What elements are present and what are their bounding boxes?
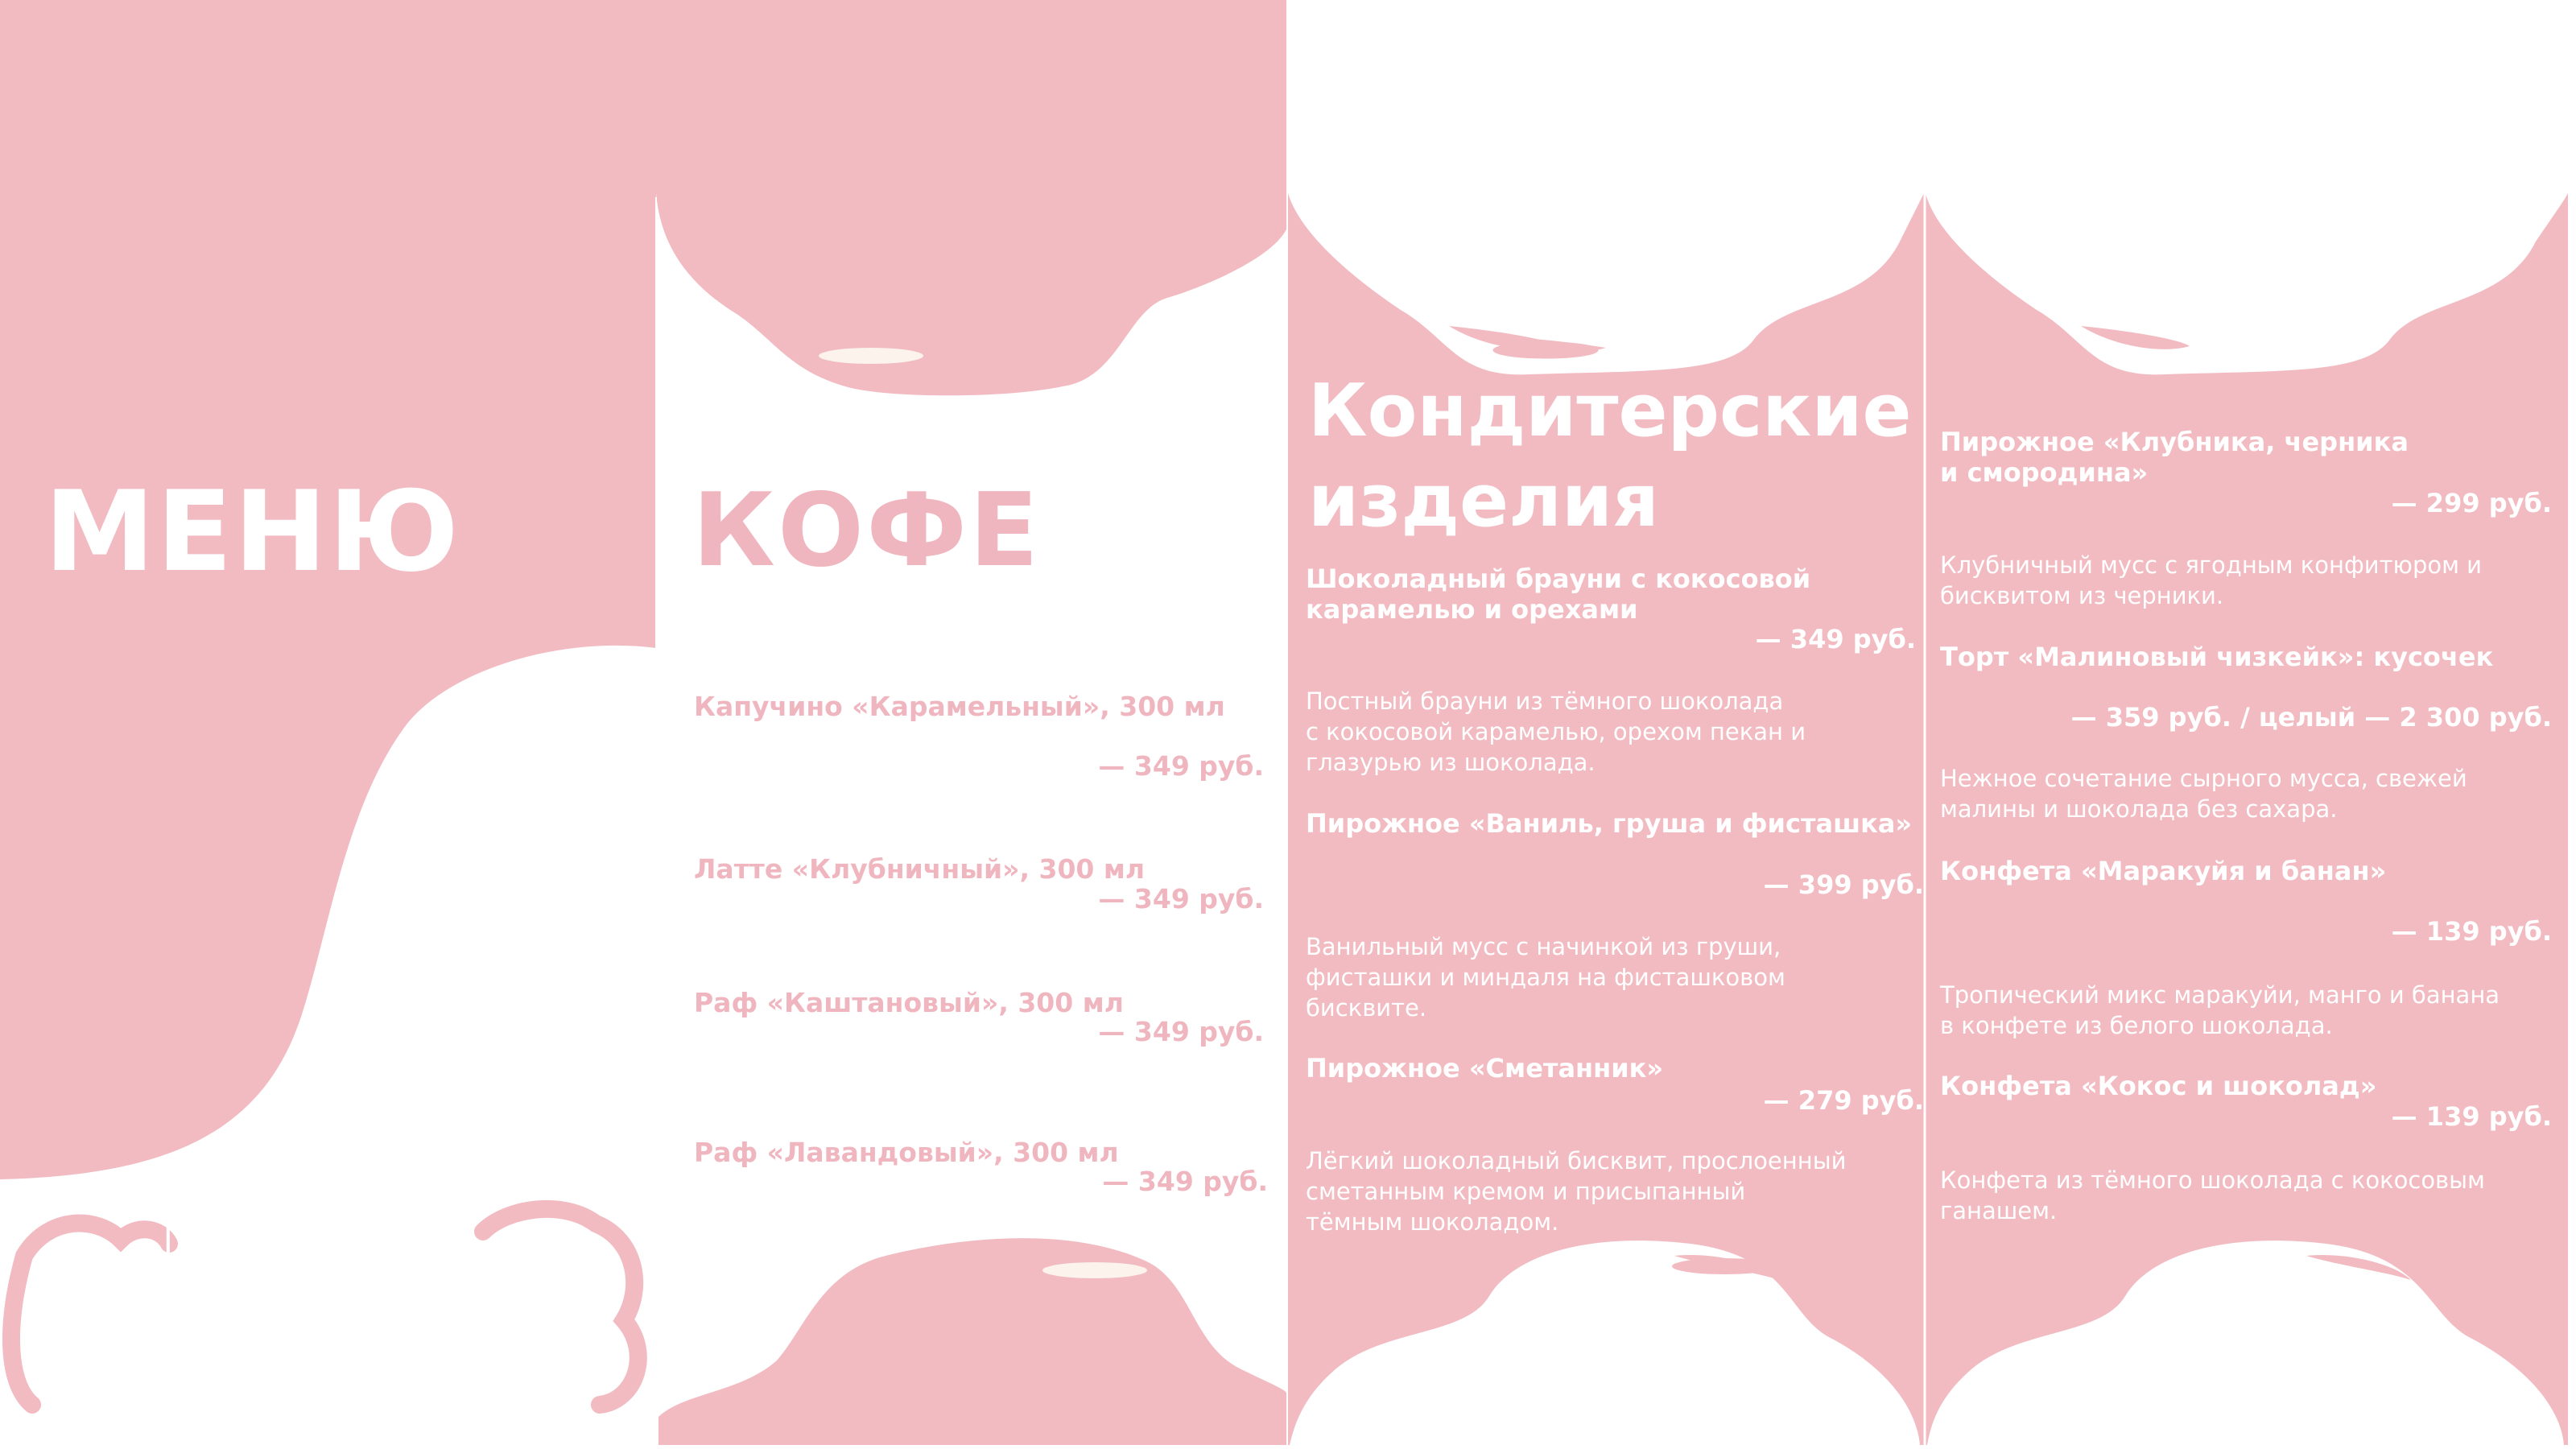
pastry-item-price: — 299 руб.: [2391, 488, 2552, 518]
pastry-item-name: Конфета «Кокос и шоколад»: [1940, 1071, 2377, 1101]
pastry-item-desc: Постный брауни из тёмного шоколада с кокосовой карамелью, орехом пекан и глазурью из шоколада.: [1306, 687, 1806, 776]
pastry-item-price: — 349 руб.: [1755, 624, 1916, 654]
top-band: [656, 0, 1286, 193]
pastry-item-name: Пирожное «Клубника, черника и смородина»: [1940, 427, 2409, 488]
coffee-item-price: — 349 руб.: [1102, 1166, 1268, 1197]
pastry-item-name: Шоколадный брауни с кокосовой карамелью и орехами: [1306, 564, 1811, 625]
coffee-title: КОФЕ: [692, 471, 1042, 589]
cover-title: МЕНЮ: [44, 467, 461, 597]
pastry2-top-dimple: [2081, 326, 2190, 349]
pastry-item-desc: Ванильный мусс с начинкой из груши, фисташки и миндаля на фисташковом бисквите.: [1306, 933, 1785, 1022]
logo-line1: Little: [161, 1199, 438, 1290]
coffee-top-blob: [656, 193, 1286, 395]
pastry-title: Кондитерские изделия: [1308, 369, 1912, 543]
pastry-item-name: Пирожное «Ваниль, груша и фисташка»: [1306, 808, 1913, 839]
pastry-item-name: Торт «Малиновый чизкейк»: кусочек: [1940, 642, 2494, 672]
coffee-top-highlight: [819, 348, 923, 364]
pastry1-top-dimple: [1449, 326, 1558, 349]
pastry-item-name: Пирожное «Сметанник»: [1306, 1053, 1664, 1084]
pastry-item-name: Конфета «Маракуйя и банан»: [1940, 856, 2387, 886]
logo: [16, 1199, 652, 1441]
logo-line2: Puncakes: [60, 1272, 615, 1390]
coffee-item-price: — 349 руб.: [1098, 750, 1264, 782]
pastry-item-price: — 139 руб.: [2391, 916, 2552, 947]
pastry-item-price: — 399 руб.: [1763, 869, 1924, 900]
coffee-item-name: Раф «Каштановый», 300 мл: [694, 987, 1124, 1018]
pastry-item-desc: Лёгкий шоколадный бисквит, прослоенный сметанным кремом и присыпанный тёмным шоколадом.: [1306, 1147, 1847, 1236]
coffee-item-name: Латте «Клубничный», 300 мл: [694, 853, 1146, 885]
coffee-item-price: — 349 руб.: [1098, 883, 1264, 914]
pastry-item-desc: Тропический микс маракуйи, манго и банана в конфете из белого шоколада.: [1940, 981, 2500, 1039]
pastry-item-desc: Конфета из тёмного шоколада с кокосовым ганашем.: [1940, 1166, 2485, 1224]
pastry-item-price: — 279 руб.: [1763, 1085, 1924, 1116]
coffee-bottom-blob: [658, 1238, 1286, 1445]
coffee-bottom-highlight: [1042, 1262, 1147, 1278]
pastry-item-desc: Клубничный мусс с ягодным конфитюром и бисквитом из черники.: [1940, 551, 2483, 609]
pastry-item-desc: Нежное сочетание сырного мусса, свежей малины и шоколада без сахара.: [1940, 765, 2467, 823]
coffee-item-name: Раф «Лавандовый», 300 мл: [694, 1137, 1119, 1168]
coffee-item-name: Капучино «Карамельный», 300 мл: [694, 691, 1225, 722]
coffee-item-price: — 349 руб.: [1098, 1016, 1264, 1047]
pastry-item-price: — 139 руб.: [2391, 1101, 2552, 1132]
pastry-item-price: — 359 руб. / целый — 2 300 руб.: [2070, 702, 2552, 733]
